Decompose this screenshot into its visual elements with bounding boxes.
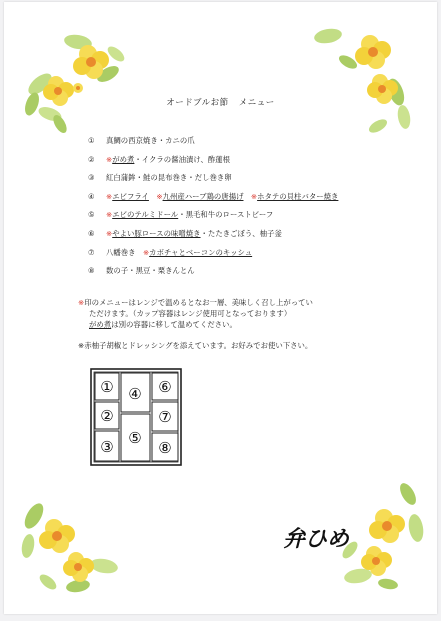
title-main: オードブルお節 [166, 98, 229, 108]
menu-item [88, 244, 428, 263]
menu-item-text: やよい豚ロースの味噌焼き [112, 228, 201, 238]
document-page [4, 2, 437, 614]
menu-item-number: ⑥ [88, 228, 95, 238]
diagram-label-2: ② [100, 407, 114, 425]
diagram-label-6: ⑥ [158, 378, 172, 396]
menu-item-number: ⑧ [88, 266, 95, 276]
note-line-2: ただけます。（カップ容器はレンジ使用可となっております） [89, 309, 292, 319]
menu-item-text: ・イクラの醤油漬け、酢蓮根 [134, 154, 231, 164]
menu-item-text: ホタテの貝柱バター焼き [257, 191, 339, 201]
range-mark: ※ [106, 154, 113, 164]
note-line-3-text: は別の容器に移して温めてください。 [111, 320, 237, 330]
note-line-4: ※赤柚子胡椒とドレッシングを添えています。お好みでお使い下さい。 [78, 340, 313, 350]
menu-item-text: 数の子・黒豆・栗きんとん [106, 266, 195, 276]
menu-item-text [243, 192, 250, 201]
note-line-1 [78, 297, 428, 308]
flower-decoration-top-left [20, 24, 132, 136]
diagram-label-1: ① [100, 378, 114, 396]
menu-item-number: ② [88, 154, 95, 164]
menu-item-text: エビフライ [112, 191, 149, 201]
menu-item-text: エビのテルミドール [112, 210, 179, 220]
menu-list [88, 132, 428, 281]
range-mark: ※ [142, 247, 150, 257]
menu-item [88, 206, 428, 225]
menu-item-number: ① [88, 136, 95, 145]
menu-item-text: 紅白蒲鉾・鮭の昆布巻き・だし巻き卵 [106, 173, 232, 183]
menu-item [88, 225, 428, 244]
menu-item-number: ④ [88, 191, 95, 201]
signature-logo [281, 520, 351, 554]
note-line-1-text: 印のメニューはレンジで温めるとなお一層、美味しく召し上がってい [84, 298, 313, 307]
menu-item-number: ③ [88, 173, 95, 183]
range-mark: ※ [250, 191, 258, 201]
note-line-3-underlined: がめ煮 [89, 320, 112, 330]
title-sub: メニュー [238, 98, 275, 108]
note-mark: ※ [78, 298, 85, 307]
diagram-label-5: ⑤ [128, 429, 142, 447]
page-title [4, 96, 437, 108]
menu-item [88, 262, 428, 281]
menu-item-text: 真鯛の西京焼き・カニの爪 [106, 136, 195, 145]
flower-decoration-bottom-left [18, 486, 122, 594]
range-mark: ※ [106, 228, 113, 238]
range-mark: ※ [106, 191, 113, 201]
menu-item [88, 132, 428, 151]
menu-item [88, 188, 428, 207]
diagram-label-3: ③ [100, 438, 114, 456]
menu-item-text: カボチャとベーコンのキッシュ [149, 247, 253, 257]
menu-item-text: 九州産ハーブ鶏の唐揚げ [162, 191, 244, 201]
menu-item [88, 151, 428, 170]
menu-item-number: ⑦ [88, 247, 95, 257]
menu-item-text: ・黒毛和牛のローストビーフ [178, 210, 274, 220]
flower-decoration-bottom-right [338, 480, 426, 592]
diagram-label-7: ⑦ [158, 408, 172, 426]
box-layout-diagram [90, 368, 182, 466]
menu-item-text: 八幡巻き [106, 247, 143, 257]
notes-block [78, 297, 428, 351]
note-line-3 [78, 319, 428, 330]
diagram-label-4: ④ [128, 385, 142, 403]
range-mark: ※ [156, 191, 163, 201]
menu-item-text: がめ煮 [112, 154, 135, 164]
diagram-label-8: ⑧ [158, 439, 172, 457]
signature-text: 弁ひめ [283, 526, 350, 552]
flower-decoration-top-right [308, 22, 416, 134]
menu-item [88, 169, 428, 188]
menu-item-text: ・たたきごぼう、柚子釜 [200, 228, 282, 238]
menu-item-number: ⑤ [88, 210, 95, 220]
range-mark: ※ [106, 210, 113, 220]
